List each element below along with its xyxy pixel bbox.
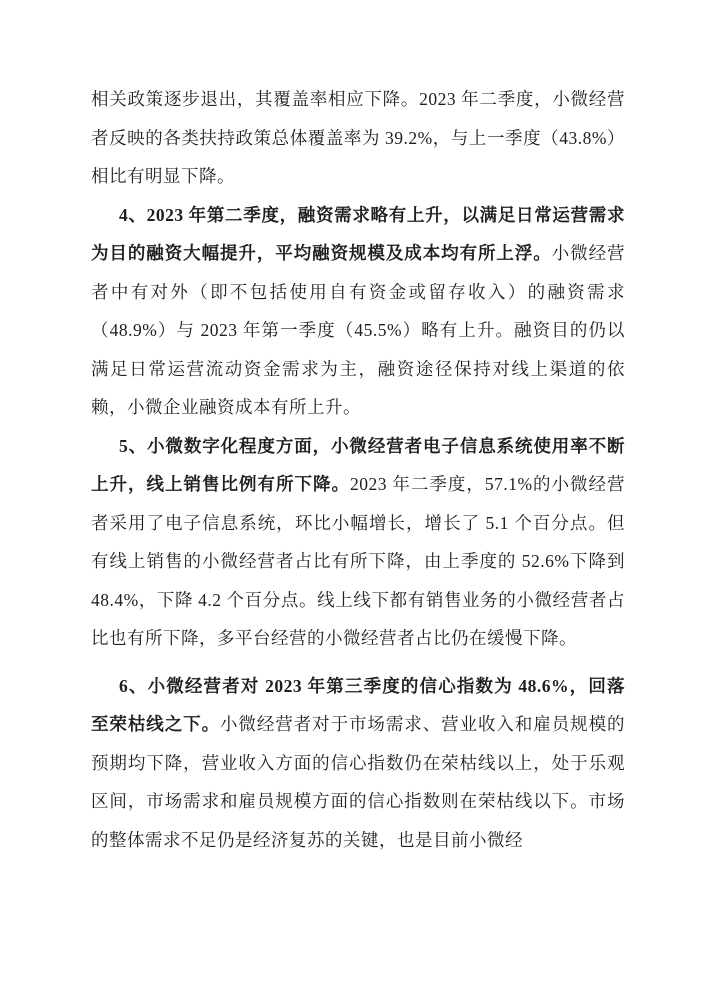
paragraph [91, 427, 625, 658]
paragraph [91, 667, 625, 860]
text-run: 小微经营者中有对外（即不包括使用自有资金或留存收入）的融资需求（48.9%）与 2023 年第一季度（45.5%）略有上升。融资目的仍以满足日常运营流动资金需求为主，融资途径保持对线上渠道的依赖，小微企业融资成本有所上升。 [91, 243, 626, 417]
bold-text-run: 4、2023 年第二季度，融资需求略有上升，以满足日常运营需求为目的融资大幅提升，平均融资规模及成本均有所上浮。 [91, 204, 625, 263]
text-run: 小微经营者对于市场需求、营业收入和雇员规模的预期均下降，营业收入方面的信心指数仍在荣枯线以上，处于乐观区间，市场需求和雇员规模方面的信心指数则在荣枯线以下。市场的整体需求不足仍是经济复苏的关键，也是目前小微经 [91, 714, 625, 850]
bold-text-run: 6、小微经营者对 2023 年第三季度的信心指数为 48.6%，回落至荣枯线之下。 [91, 675, 625, 734]
paragraph [91, 196, 625, 427]
text-run: 2023 年二季度，57.1%的小微经营者采用了电子信息系统，环比小幅增长，增长了 5.1 个百分点。但有线上销售的小微经营者占比有所下降，由上季度的 52.6%下降到 48.4%，下降 4.2 个百分点。线上线下都有销售业务的小微经营者占比也有所下降，多平台经营的小微经营者占比仍在缓慢下降。 [91, 474, 626, 648]
bold-text-run: 5、小微数字化程度方面，小微经营者电子信息系统使用率不断上升，线上销售比例有所下降。 [91, 435, 625, 494]
paragraph [91, 80, 625, 196]
text-run: 相关政策逐步退出，其覆盖率相应下降。2023 年二季度，小微经营者反映的各类扶持政策总体覆盖率为 39.2%，与上一季度（43.8%）相比有明显下降。 [91, 89, 625, 186]
report-text-block [91, 80, 625, 859]
